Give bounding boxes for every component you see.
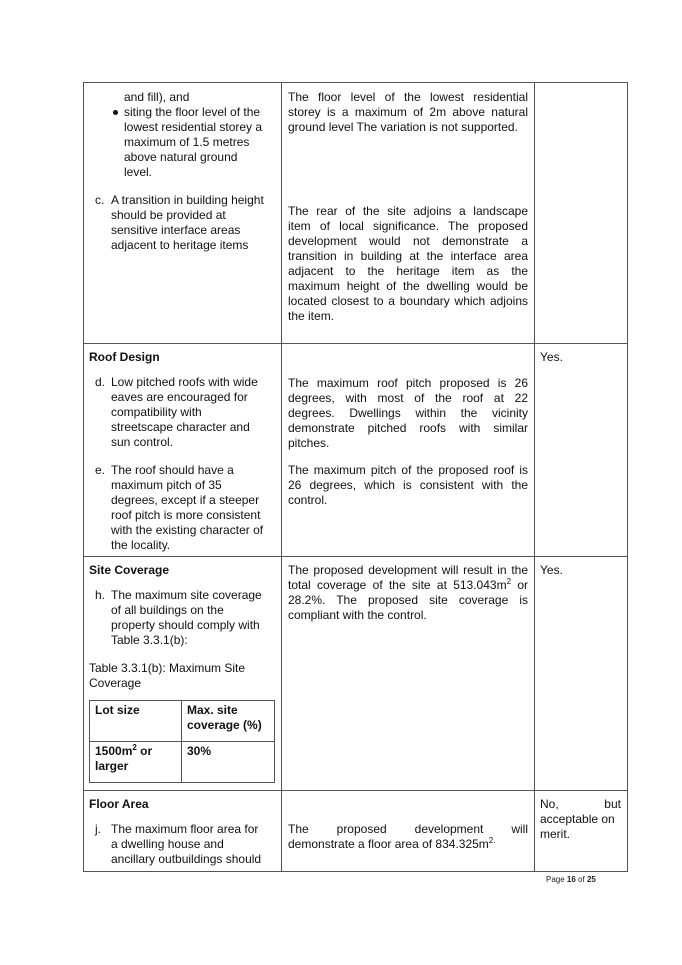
item-e-line: roof pitch is more consistent (111, 508, 261, 522)
row-divider-2 (83, 556, 628, 557)
item-d-line: compatibility with (111, 405, 202, 419)
section-heading-floor: Floor Area (89, 797, 149, 811)
roof-max-pitch-text: The maximum pitch of the proposed roof is (288, 463, 528, 477)
compliance-floor: merit. (540, 827, 570, 841)
table-caption: Table 3.3.1(b): Maximum Site (89, 661, 246, 675)
floor-level-text: storey is a maximum of 2m above natural (288, 105, 528, 119)
item-d-line: Low pitched roofs with wide (111, 375, 258, 389)
item-letter: d. (95, 375, 106, 389)
item-c-line: sensitive interface areas (111, 223, 241, 237)
row-divider-1 (83, 343, 628, 344)
roof-pitch-text: demonstrate pitched roofs with similar (288, 421, 528, 435)
bullet-line: lowest residential storey a (124, 120, 263, 134)
item-h-line: The maximum site coverage (111, 588, 262, 602)
heritage-text: adjacent to the heritage item as the (288, 264, 528, 278)
item-h-line: Table 3.3.1(b): (111, 633, 188, 647)
heritage-text: maximum height of the dwelling would be (288, 279, 528, 293)
site-coverage-table-divider (89, 741, 275, 742)
item-e-line: The roof should have a (111, 463, 234, 477)
item-c-line: adjacent to heritage items (111, 238, 249, 252)
item-e-line: degrees, except if a steeper (111, 493, 260, 507)
section-heading-roof: Roof Design (89, 350, 160, 364)
compliance-roof: Yes. (540, 350, 563, 364)
heritage-text: development would not demonstrate a (288, 234, 528, 248)
site-coverage-text: The proposed development will result in the (288, 563, 528, 577)
heritage-text: the item. (288, 309, 335, 323)
roof-pitch-text: The maximum roof pitch proposed is 26 (288, 376, 528, 390)
item-h-line: property should comply with (111, 618, 260, 632)
item-d-line: streetscape character and (111, 420, 250, 434)
item-d-line: sun control. (111, 435, 174, 449)
heritage-text: item of local significance. The proposed (288, 219, 528, 233)
item-letter: e. (95, 463, 106, 477)
item-e-line: with the existing character of (111, 523, 264, 537)
floor-area-text: demonstrate a floor area of $834.325m^{2.}$ (288, 836, 496, 851)
roof-max-pitch-text: 26 degrees, which is consistent with the (288, 478, 528, 492)
table-caption: Coverage (89, 676, 142, 690)
site-coverage-text: 28.2%. The proposed site coverage is (288, 593, 528, 607)
roof-pitch-text: pitches. (288, 436, 330, 450)
roof-max-pitch-text: control. (288, 493, 328, 507)
lot-size-header: Lot size (95, 703, 140, 717)
item-j-line: The maximum floor area for (111, 822, 259, 836)
floor-level-text: ground level The variation is not supported. (288, 120, 518, 134)
heritage-text: located closest to a boundary which adjoins (288, 294, 528, 308)
item-letter: h. (95, 588, 106, 602)
coverage-value: 30% (187, 744, 212, 758)
compliance-floor: acceptable on (540, 812, 615, 826)
bullet-line: above natural ground (124, 150, 238, 164)
max-coverage-header: coverage (%) (187, 718, 262, 732)
page-number: Page 16 of 25 (546, 875, 596, 884)
bullet-dot (113, 110, 118, 115)
column-divider-1 (281, 82, 282, 872)
compliance-floor: No, but (540, 797, 621, 811)
floor-area-text: The proposed development will (288, 822, 528, 836)
column-divider-2 (534, 82, 535, 872)
roof-pitch-text: degrees, with most of the roof at 22 (288, 391, 528, 405)
heritage-text: transition in building at the interface area (288, 249, 528, 263)
item-d-line: eaves are encouraged for (111, 390, 248, 404)
compliance-site: Yes. (540, 563, 563, 577)
item-c-line: should be provided at (111, 208, 226, 222)
site-coverage-text: total coverage of the site at $513.043m^2$ or (288, 577, 528, 592)
roof-pitch-text: degrees. Dwellings within the vicinity (288, 406, 528, 420)
site-coverage-text: compliant with the control. (288, 608, 427, 622)
heritage-text: The rear of the site adjoins a landscape (288, 204, 528, 218)
item-e-line: the locality. (111, 538, 171, 552)
bullet-line: maximum of 1.5 metres (124, 135, 250, 149)
item-j-line: ancillary outbuildings should (111, 852, 262, 866)
item-letter: j. (95, 822, 101, 836)
section-heading-site: Site Coverage (89, 563, 170, 577)
lot-size-value: larger (95, 759, 129, 773)
max-coverage-header: Max. site (187, 703, 238, 717)
row-divider-3 (83, 790, 628, 791)
item-letter: c. (95, 193, 105, 207)
item-h-line: of all buildings on the (111, 603, 224, 617)
lot-size-value: $1500m^2$ or (95, 743, 153, 758)
item-c-line: A transition in building height (111, 193, 264, 207)
bullet-line: level. (124, 165, 153, 179)
continued-text: and fill), and (124, 90, 190, 104)
item-j-line: a dwelling house and (111, 837, 224, 851)
bullet-line: siting the floor level of the (124, 105, 261, 119)
floor-level-text: The floor level of the lowest residential (288, 90, 528, 104)
item-e-line: maximum pitch of 35 (111, 478, 222, 492)
